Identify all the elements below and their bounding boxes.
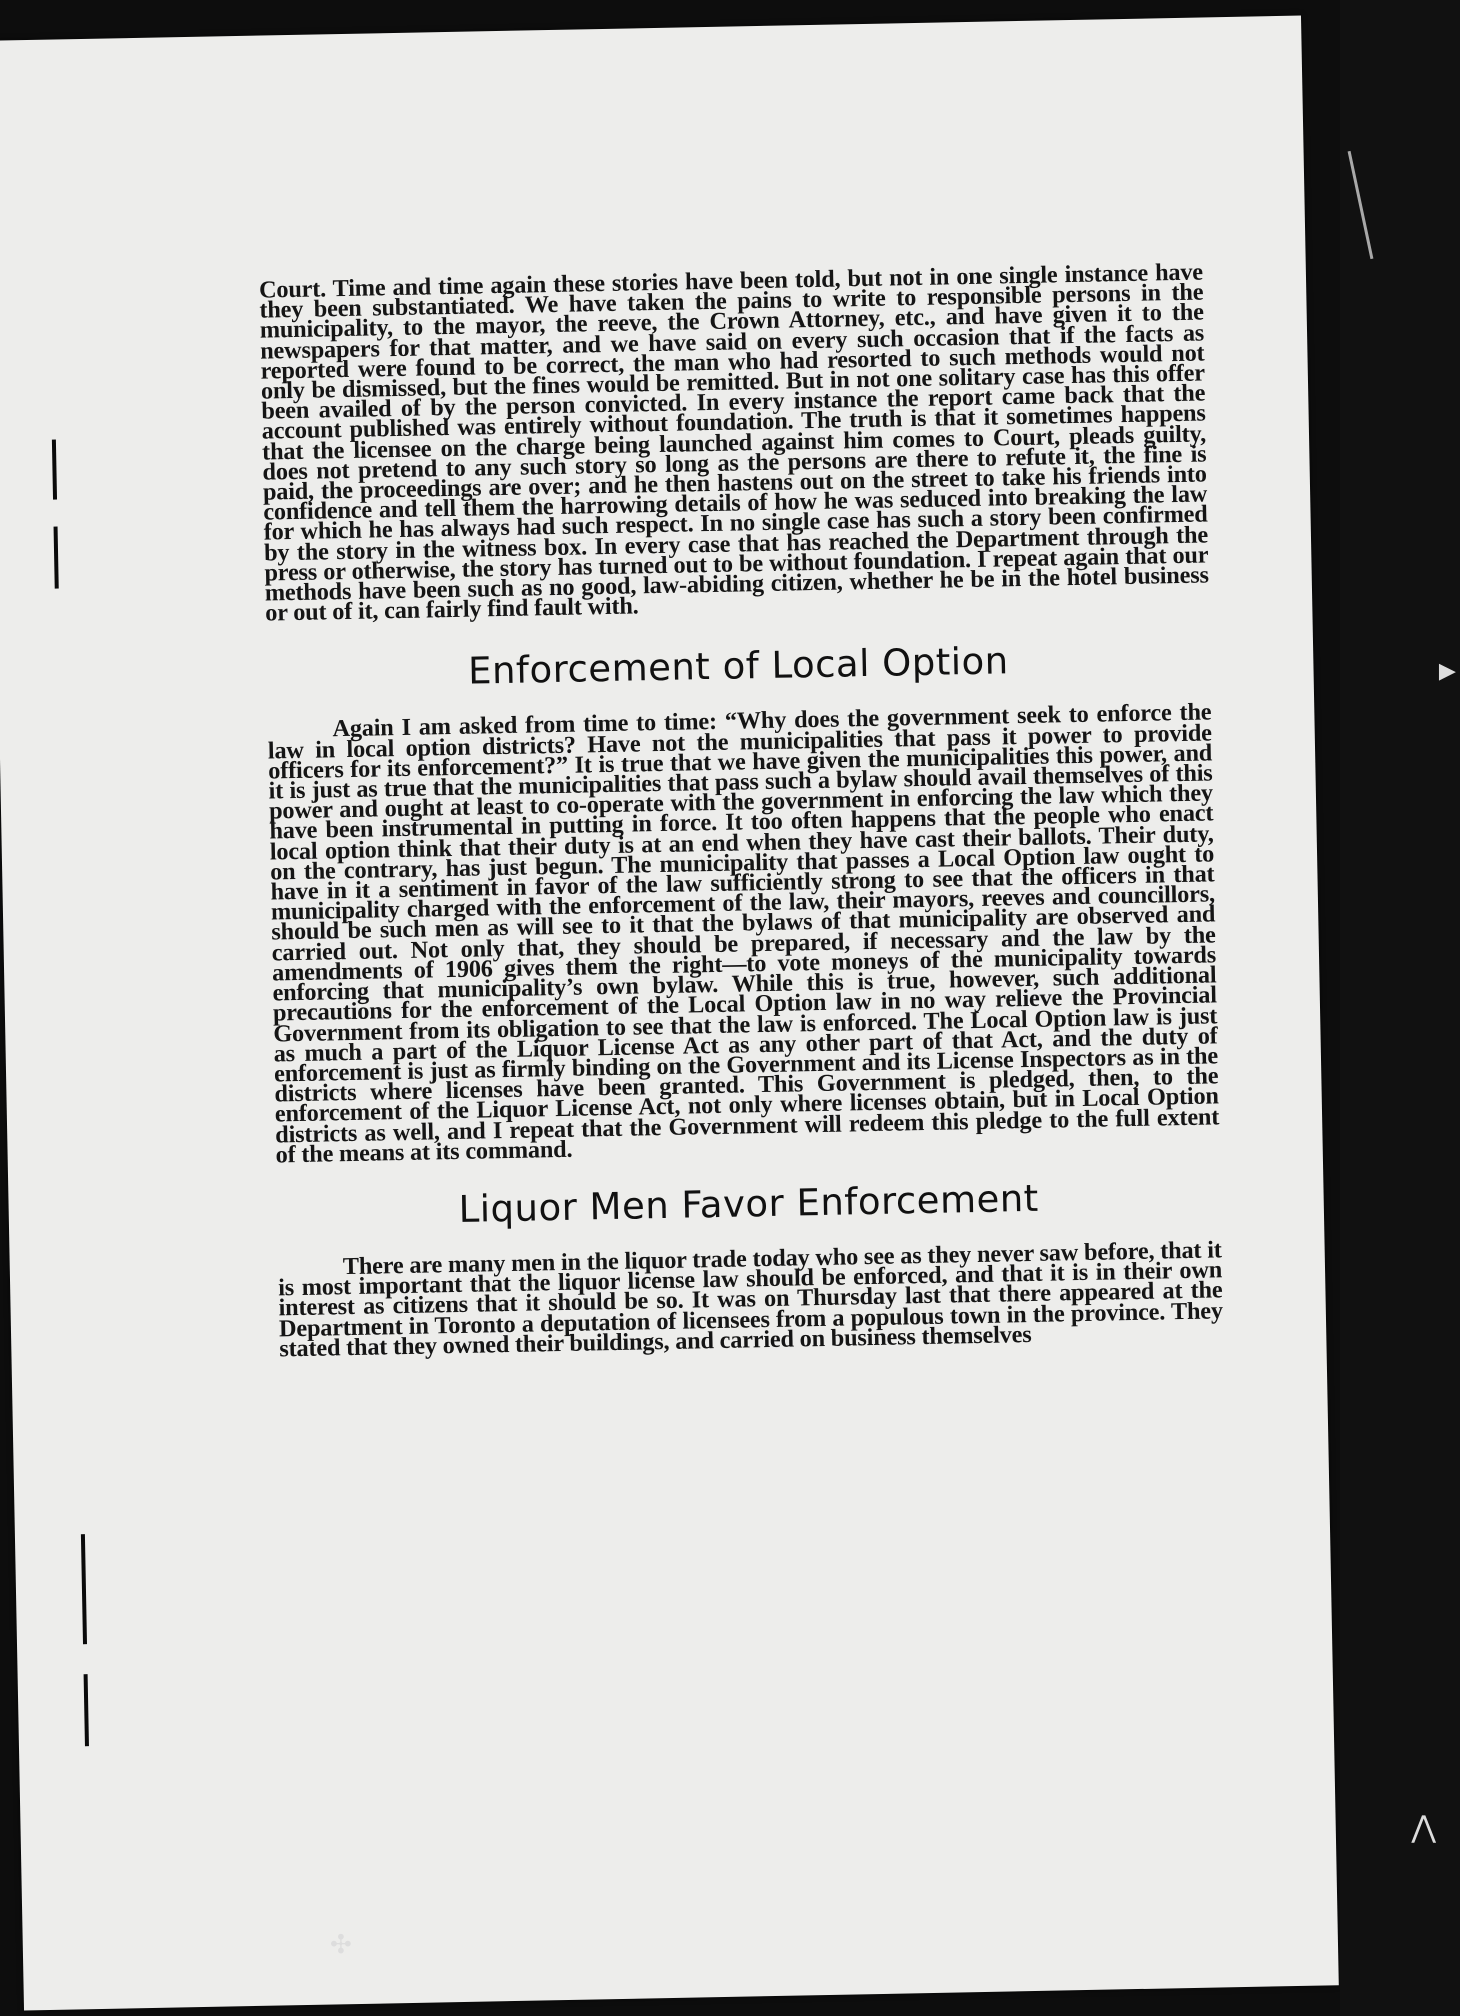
scan-background <box>1340 0 1460 2016</box>
margin-mark <box>81 1534 87 1644</box>
scan-artifact: ✣ <box>330 1930 352 1960</box>
page-text <box>258 258 1224 1363</box>
page-edge-mark <box>1348 151 1374 259</box>
margin-mark <box>52 440 57 500</box>
paragraph: Again I am asked from time to time: “Why does the government seek to enforce the law in local option districts? Have not the municipalities that pass it power to provide officers for its enforcement?” It is true that we have given the municipalities this power, and it is just as true that the municipalities that pass such a bylaw should avail themselves of this power and ought at least to co-operate with the government in enforcing the law which they have been instrumental in putting in force. It too often happens that the people who enact local option think that their duty is at an end when they have cast their ballots. Their duty, on the contrary, has just begun. The municipality that passes a Local Option law ought to have in it a sentiment in favor of the law sufficiently strong to see that the officers in that municipality charged with the enforcement of the law, their mayors, reeves and councillors, should be such men as will see to it that the bylaws of that municipality are observed and carried out. Not only that, they should be prepared, if necessary and the law by the amendments of 1906 gives them the right—to vote moneys of the municipality towards enforcing that municipality’s own bylaw. While this is true, however, such additional precautions for the enforcement of the Local Option law in no way relieve the Provincial Government from its obligation to see that the law is enforced. The Local Option law is just as much a part of the Liquor License Act as any other part of that Act, and the duty of enforcement is just as firmly binding on the Government and its License Inspectors as in the districts where licenses have been granted. This Government is pledged, then, to the enforcement of the Liquor License Act, not only where licenses obtain, but in Local Option districts as well, and I repeat that the Government will redeem this pledge to the full extent of the means at its command. <box>267 698 1220 1169</box>
scan-artifact: ▸ <box>1438 650 1456 690</box>
margin-mark <box>54 527 59 589</box>
section-heading: Liquor Men Favor Enforcement <box>458 1176 1040 1231</box>
document-page <box>0 16 1339 2011</box>
section-heading: Enforcement of Local Option <box>467 639 1010 694</box>
paragraph: There are many men in the liquor trade today who see as they never saw before, that it is most important that the liquor license law should be enforced, and that it is in their own interest as citizens that it should be so. It was on Thursday last that there appeared at the Department in Toronto a deputation of licensees from a populous town in the province. They stated that they owned their buildings, and carried on business themselves <box>277 1236 1224 1363</box>
paragraph: Court. Time and time again these stories have been told, but not in one single instance have they been substantiated. We have taken the pains to write to responsible persons in the municipality, to the mayor, the reeve, the Crown Attorney, etc., and have given it to the newspapers for that matter, and we have said on every such occasion that if the facts as reported were found to be correct, the man who had resorted to such methods would not only be dismissed, but the fines would be remitted. But in not one solitary case has this offer been availed of by the person convicted. In every instance the report came back that the account published was entirely without foundation. The truth is that it sometimes happens that the licensee on the charge being launched against him comes to Court, pleads guilty, does not pretend to any such story so long as the persons are there to refute it, the fine is paid, the proceedings are over; and he then hastens out on the street to take his friends into confidence and tell them the harrowing details of how he was seduced into breaking the law for which he has always had such respect. In no single case has such a story been confirmed by the story in the witness box. In every case that has reached the Department through the press or otherwise, the story has turned out to be without foundation. I repeat again that our methods have been such as no good, law-abiding citizen, whether he be in the hotel business or out of it, can fairly find fault with. <box>258 258 1209 627</box>
margin-mark <box>84 1674 89 1746</box>
scan-artifact: ⋀ <box>1411 1810 1436 1845</box>
